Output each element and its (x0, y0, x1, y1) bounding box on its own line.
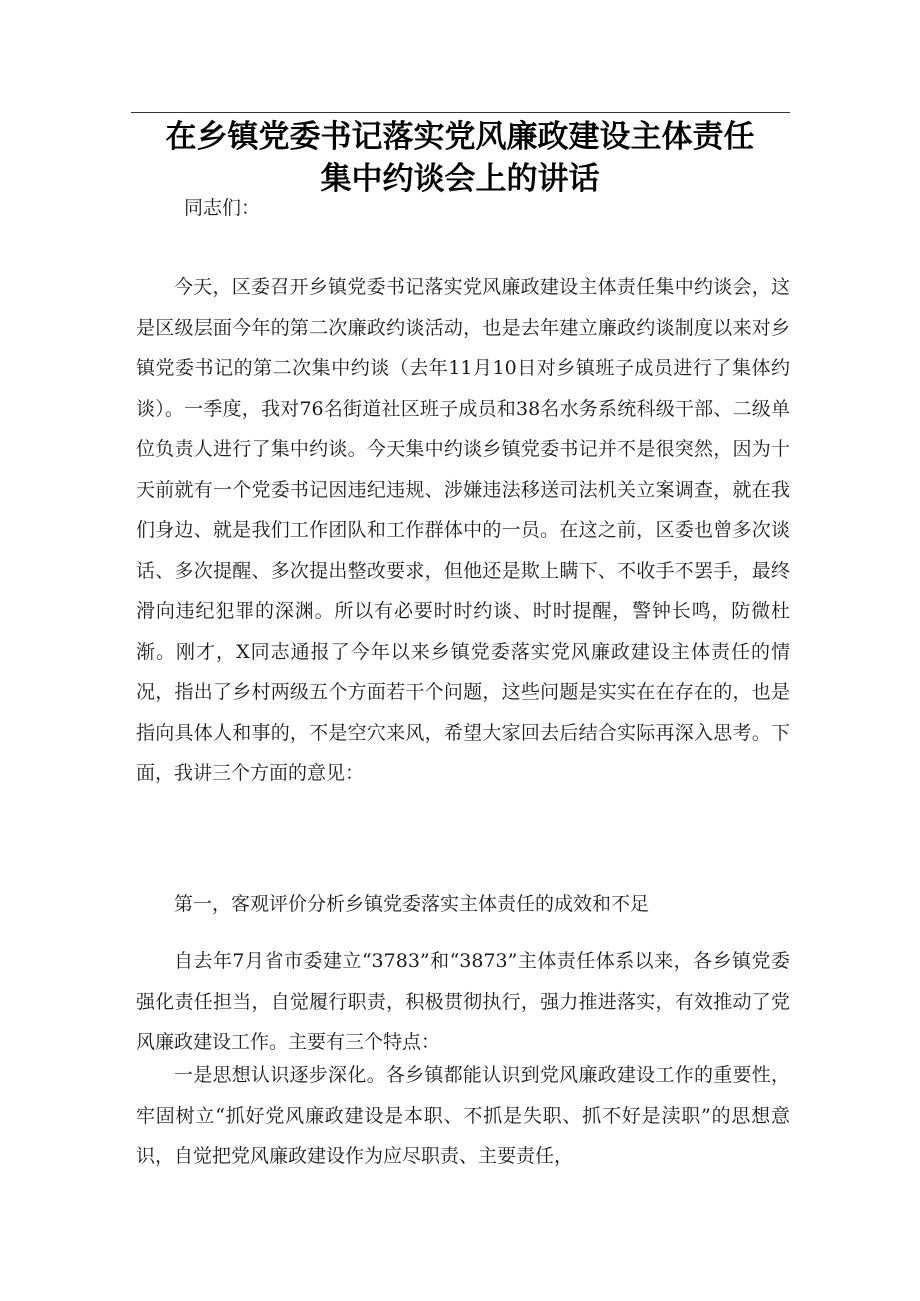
paragraph-point-one (136, 1055, 790, 1177)
title-line-1: 在乡镇党委书记落实党风廉政建设主体责任 (165, 119, 755, 155)
paragraph-intro (136, 267, 790, 794)
document-title (130, 116, 790, 200)
section-heading (136, 884, 790, 925)
paragraph-text: 一是思想认识逐步深化。各乡镇都能认识到党风廉政建设工作的重要性，牢固树立“抓好党风廉政建设是本职、不抓是失职、抓不好是渎职”的思想意识，自觉把党风廉政建设作为应尽职责、主要责任， (136, 1064, 790, 1167)
greeting: 同志们： (184, 197, 261, 219)
paragraph-text: 今天，区委召开乡镇党委书记落实党风廉政建设主体责任集中约谈会，这是区级层面今年的第二次廉政约谈活动，也是去年建立廉政约谈制度以来对乡镇党委书记的第二次集中约谈（去年11月10日对乡镇班子成员进行了集体约谈）。一季度，我对76名街道社区班子成员和38名水务系统科级干部、二级单位负责人进行了集中约谈。今天集中约谈乡镇党委书记并不是很突然，因为十天前就有一个党委书记因违纪违规、涉嫌违法移送司法机关立案调查，就在我们身边、就是我们工作团队和工作群体中的一员。在这之前，区委也曾多次谈话、多次提醒、多次提出整改要求，但他还是欺上瞒下、不收手不罢手，最终滑向违纪犯罪的深渊。所以有必要时时约谈、时时提醒，警钟长鸣，防微杜渐。刚才，X同志通报了今年以来乡镇党委落实党风廉政建设主体责任的情况，指出了乡村两级五个方面若干个问题，这些问题是实实在在存在的，也是指向具体人和事的，不是空穴来风，希望大家回去后结合实际再深入思考。下面，我讲三个方面的意见： (136, 276, 790, 784)
paragraph-achievements (136, 941, 790, 1063)
header-rule (131, 112, 790, 113)
title-line-2: 集中约谈会上的讲话 (320, 161, 600, 197)
paragraph-text: 自去年7月省市委建立“3783”和“3873”主体责任体系以来，各乡镇党委强化责任担当，自觉履行职责，积极贯彻执行，强力推进落实，有效推动了党风廉政建设工作。主要有三个特点： (136, 950, 790, 1053)
section-heading-text: 第一，客观评价分析乡镇党委落实主体责任的成效和不足 (174, 893, 650, 915)
